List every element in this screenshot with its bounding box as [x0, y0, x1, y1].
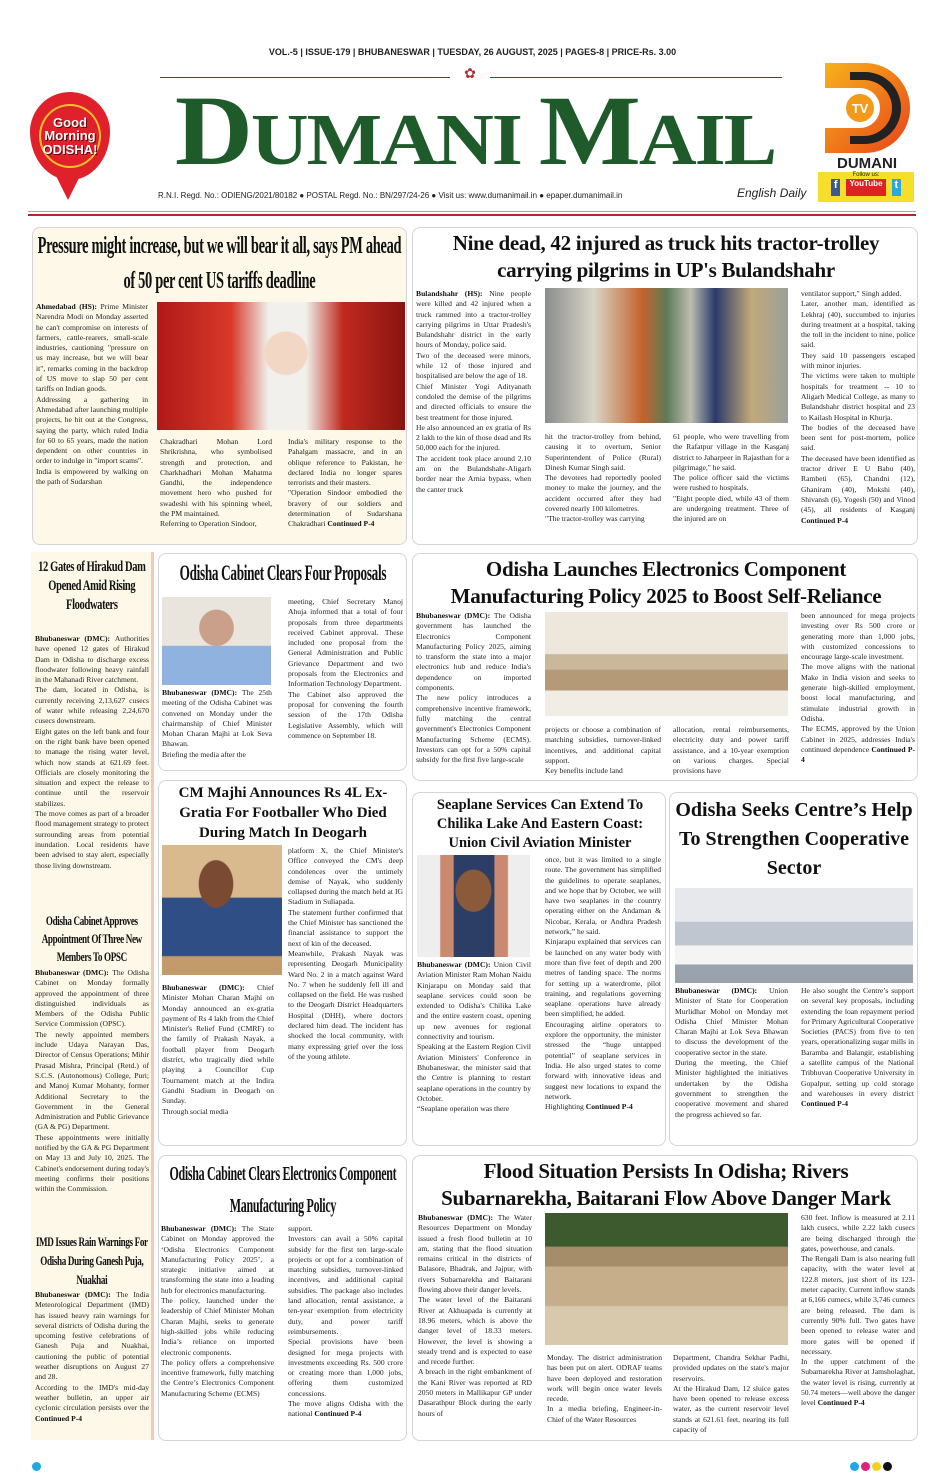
paragraph: Meanwhile, Prakash Nayak was representing Deogarh Municipality Ward No. 2 in a match against Ward No. 7 when he suddenly fell ill and collapsed on the field. He was rushed to the Deogarh District Headquarters Hospital (DHH), where doctors declared him dead. The incident has shocked the local community, with many expressing grief over the loss of the young athlete.: [288, 948, 403, 1061]
photo-pm-modi: [157, 302, 405, 430]
paragraph: The new policy introduces a comprehensive incentive framework, fully matching the central government's Electronics Component Manufacturing Scheme (ECMS). Investors can opt for a 50% capital subsidy for the first five large-scale: [416, 693, 531, 765]
continued-link[interactable]: Continued P-4: [312, 1409, 362, 1419]
paragraph: In the upper catchment of the Subarnarekha River at Jamsholaghat, the water level is rising, currently at 50.74 meters—well above the danger level Continued P-4: [801, 1357, 915, 1408]
photo-truck-accident: [545, 288, 788, 423]
text-column: [288, 846, 403, 1143]
text-column: [547, 1353, 662, 1438]
photo-chief-secretary: [162, 597, 271, 685]
paragraph: The victims were taken to multiple hospitals for treatment -- 10 to Aligarh Medical College, as many to Bulandshahr district hospital and 23 to Kailash Hospital in Khurja.: [801, 371, 915, 422]
paragraph: The devotees had reportedly pooled money to make the journey, and the accident occurred after they had covered nearly 100 kilometres.: [545, 473, 661, 514]
paragraph: hit the tractor-trolley from behind, causing it to overturn, Senior Superintendent of Police (Rural) Dinesh Kumar Singh said.: [545, 432, 661, 472]
paragraph: India is empowered by walking on the path of Sudarshan: [36, 466, 148, 487]
text-column: [161, 1224, 274, 1438]
paragraph: Through social media: [162, 1106, 229, 1116]
continued-link[interactable]: Continued P-4: [801, 744, 915, 765]
badge-line: Morning: [44, 128, 96, 144]
text-column: [675, 986, 788, 1143]
badge-line: Good: [53, 114, 87, 130]
dateline: Bhubaneswar (DMC):: [35, 968, 113, 977]
photo-policy-meeting: [545, 612, 788, 716]
divider: [28, 214, 916, 216]
paragraph: Addressing a gathering in Ahmedabad after launching multiple projects, he hit out at the Congress, saying the party, which ruled India for 60 to 65 years, made the nation dependent on other countries in order to indulge in "import scams".: [36, 394, 148, 466]
text-column: [418, 1213, 532, 1438]
paragraph: The ECMS, approved by the Union Cabinet in 2025, addresses India's continued dependence Continued P-4: [801, 724, 915, 765]
paragraph: Later, another man, identified as Lekhraj (40), succumbed to injuries during treatment at a hospital, taking the toll in the incident to nine, police said.: [801, 299, 915, 350]
paragraph: The policy offers a comprehensive incentive framework, fully matching the Centre’s Electronics Component Manufacturing Scheme (ECMS): [161, 1357, 274, 1398]
text-column: [545, 855, 661, 1143]
paragraph: In a media briefing, Engineer-in-Chief of the Water Resources: [547, 1404, 662, 1424]
dateline: Bhubaneswar (DMC):: [35, 1290, 117, 1299]
paragraph: been announced for mega projects investing over Rs 500 crore or generating more than 1,000 jobs, with customized concessions to encourage large-scale investment.: [801, 611, 915, 662]
dateline: Bhubaneswar (DMC):: [35, 634, 115, 643]
paragraph: Bhubaneswar (DMC): The State Cabinet on Monday approved the ‘Odisha Electronics Component Manufacturing Policy 2025’, a strategic initiative aimed at transforming the state into a leading hub for electronics manufacturing.: [161, 1224, 274, 1295]
paragraph: According to the IMD's mid-day weather bulletin, an upper air cyclonic circulation persists over the Continued P-4: [35, 1382, 149, 1423]
paragraph: A breach in the right embankment of the Kani River was reported at RD 2050 meters in Mallikapur GP under Dasarathpur Block during the early hours of: [418, 1367, 532, 1418]
dateline: Bhubaneswar (DMC):: [416, 611, 494, 620]
headline: CM Majhi Announces Rs 4L Ex-Gratia For Footballer Who Died During Match In Deogarh: [178, 785, 388, 841]
paragraph: The newly appointed members include Udaya Narayan Das, Director of Census Operations; Mihir Prasad Mishra, Principal (Retd.) of S.C.S. (Autonomous) College, Puri; and Manoj Kumar Mohanty, former Additional Secretary to the Government in the General Administration and Public Grievance (GA & PG) Department.: [35, 1029, 149, 1132]
paragraph: Chakradhari Mohan Lord Shrikrishna, who symbolised strength and protection, and Charkhadhari Mohan Mahatma Gandhi, the independence movement hero who pushed for swadeshi with his spinning wheel, the PM maintained.: [160, 437, 272, 519]
text-column: [545, 725, 661, 779]
text-column: [801, 986, 914, 1143]
paragraph: once, but it was limited to a single route. The government has simplified the guidelines to operate seaplanes, and we hope that by October, we will have two seaplanes in the country operating either on the Andaman & Nicobar, Kerala, or Andhra Pradesh network,” he said.: [545, 855, 661, 937]
paragraph: Kinjarapu explained that services can be launched on any water body with more than five feet of depth and 200 metres of landing space. The norms for setting up a waterdrome, pilot training, and regulations governing seaplane operations have already been simplified, he added.: [545, 937, 661, 1019]
paragraph: meeting, Chief Secretary Manoj Ahuja informed that a total of four proposals from three departments received Cabinet approval. These included one proposal from the General Administration and Public Grievance Department and two proposals from the Electronics and Information Technology Department.: [288, 597, 403, 689]
paragraph: Two of the deceased were minors, while 12 of those injured and hospitalised are below the age of 18.: [416, 350, 531, 381]
paragraph: The water level of the Baitarani River at Akhuapada is currently at 18.96 meters, which is above the danger level of 18.33 meters. However, the level is showing a steady trend and is expected to ease and recede further.: [418, 1295, 532, 1367]
paragraph: The policy, launched under the leadership of Chief Minister Mohan Charan Majhi, seeks to generate high-skilled jobs while reducing India’s reliance on imported electronic components.: [161, 1296, 274, 1357]
paragraph: The statement further confirmed that the Chief Minister has sanctioned the financial assistance to support the next of kin of the deceased.: [288, 907, 403, 948]
social-follow: [818, 172, 914, 202]
tv-brand: DUMANI: [837, 155, 897, 172]
text-column: [162, 983, 274, 1143]
text-column: [160, 437, 272, 542]
photo-cm-majhi: [162, 845, 282, 975]
youtube-icon[interactable]: YouTube: [846, 179, 885, 196]
paragraph: ventilator support," Singh added.: [801, 289, 902, 298]
text-column: [673, 432, 789, 542]
paragraph: Department, Chandra Sekhar Padhi, provided updates on the state's major reservoirs.: [673, 1353, 789, 1383]
paragraph: Referring to Operation Sindoor,: [160, 519, 257, 529]
paragraph: These appointments were initially notified by the GA & PG Department on May 13 and July 10, 2025. The Cabinet's endorsement during today's meeting confirms their positions within the Commission.: [35, 1132, 149, 1194]
paragraph: Ahmedabad (HS): Prime Minister Narendra Modi on Monday asserted he can't compromise on interests of farmers, cattle-rearers, small-scale industries, cautioning "pressure on us may increase, but we will bear it", remarks coming in the backdrop of US move to slap 50 per cent tariffs on Indian goods.: [36, 302, 148, 394]
dateline: Bulandshahr (HS):: [416, 289, 490, 298]
paragraph: The Cabinet also approved the proposal for convening the fourth session of the 17th Odisha Legislative Assembly, which will commence on September 18.: [288, 689, 403, 740]
paragraph: The accident took place around 2.10 am on the Bulandshahr-Aligarh border near the Arnia bypass, when the canter truck: [416, 453, 531, 494]
photo-aviation-minister: [417, 855, 530, 957]
paragraph: Bhubaneswar (DMC): The India Meteorological Department (IMD) has issued heavy rain warnings for several districts of Odisha during the upcoming festive celebrations of Ganesh Puja and Nuakhai, cautioning the public of potential weather disruptions on August 27 and 28.: [35, 1290, 149, 1382]
facebook-icon[interactable]: f: [831, 179, 841, 196]
paragraph: Bhubaneswar (DMC): The Odisha Cabinet on Monday formally approved the appointment of three distinguished individuals as Members of the Odisha Public Service Commission (OPSC).: [35, 968, 149, 1029]
badge-line: ODISHA!: [42, 141, 98, 157]
paragraph: Special provisions have been designed for mega projects with investments exceeding Rs. 500 crore or creating more than 1,000 jobs, offering them customized concessions.: [288, 1337, 403, 1398]
paragraph: Highlighting Continued P-4: [545, 1102, 633, 1112]
paragraph: Briefing the media after the: [162, 749, 246, 759]
text-column: [288, 1224, 403, 1438]
title-letter: D: [174, 76, 251, 187]
paragraph: Bhubaneswar (DMC): Chief Minister Mohan Charan Majhi on Monday announced an ex-gratia payment of Rs 4 lakh from the Chief Minister's Relief Fund (CMRF) to the family of Prakash Nayak, a football player from Deogarh district, who tragically died while playing a Councillor Cup Tournament match at the Indira Gandhi Stadium in Deogarh on Sunday.: [162, 983, 274, 1106]
paragraph: Bhubaneswar (DMC): The 25th meeting of the Odisha Cabinet was convened on Monday under the chairmanship of Chief Minister Mohan Charan Majhi at Lok Seva Bhawan.: [162, 688, 272, 749]
good-morning-badge: [30, 92, 110, 180]
headline: Nine dead, 42 injured as truck hits tractor-trolley carrying pilgrims in UP's Bulandshahr: [452, 231, 880, 282]
text-column: [36, 302, 148, 542]
title-part: AIL: [638, 99, 776, 181]
text-column: [801, 289, 915, 541]
paragraph: The bodies of the deceased have been sent for post-mortem, police said.: [801, 422, 915, 453]
dateline: Bhubaneswar (DMC):: [675, 986, 770, 995]
continued-link[interactable]: Continued P-4: [35, 1413, 83, 1423]
headline: Seaplane Services Can Extend To Chilika Lake And Eastern Coast: Union Civil Aviation Minister: [436, 797, 644, 851]
text-column: [801, 611, 915, 779]
text-column: [801, 1213, 915, 1438]
paragraph: Encouraging airline operators to explore the opportunity, the minister stressed the “huge untapped potential” of seaplane services in India. He also urged states to come forward with innovative ideas and suggest new locations to expand the network.: [545, 1019, 661, 1101]
headline: Odisha Launches Electronics Component Manufacturing Policy 2025 to Boost Self-Reliance: [450, 557, 882, 608]
paragraph: India's military response to the Pahalgam massacre, and in an oblique reference to Pakistan, he declared India no longer spares terrorists and their masters.: [288, 437, 402, 488]
paragraph: Investors can avail a 50% capital subsidy for the first ten large-scale projects or opt for a combination of matching subsidies, turnover-linked incentives, and additional capital subsidies. The package also includes land allocation, rental assistance, a ten-year exemption from electricity duty, and power tariff reimbursements.: [288, 1234, 403, 1336]
text-column: [545, 432, 661, 542]
headline: Odisha Cabinet Clears Four Proposals: [179, 560, 387, 585]
dateline: Bhubaneswar (DMC):: [418, 1213, 498, 1222]
continued-link[interactable]: Continued P-4: [801, 515, 849, 525]
issue-dateline: VOL.-5 | ISSUE-179 | BHUBANESWAR | TUESDAY, 26 AUGUST, 2025 | PAGES-8 | PRICE-Rs. 3.00: [268, 47, 677, 57]
paragraph: At the Hirakud Dam, 12 sluice gates have been opened to release excess water, as the current reservoir level stands at 621.61 feet, nearing its full capacity of: [673, 1383, 789, 1435]
paragraph: 630 feet. Inflow is measured at 2.11 lakh cusecs, while 2.22 lakh cusecs are being discharged through the gates, powerhouse, and canals.: [801, 1213, 915, 1253]
paragraph: Bulandshahr (HS): Nine people were killed and 42 injured when a truck rammed into a tractor-trolley carrying pilgrims in Uttar Pradesh's Bulandshahr district in the early hours of Monday, police said.: [416, 289, 531, 350]
paragraph: The move comes as part of a broader flood management strategy to protect surrounding areas from potential inundation. Local residents have been advised to stay alert, especially those living downstream.: [35, 809, 149, 870]
tagline: English Daily: [737, 186, 807, 200]
title-letter: M: [538, 76, 639, 187]
paragraph: Bhubaneswar (DMC): Authorities have opened 12 gates of Hirakud Dam in Odisha to discharge excess floodwater following heavy rainfall in the Mahanadi River catchment.: [35, 634, 149, 685]
paragraph: The dam, located in Odisha, is currently receiving 2,13,627 cusecs of water while releasing 2,24,670 cusecs downstream.: [35, 685, 149, 726]
continued-link[interactable]: Continued P-4: [583, 1102, 633, 1112]
paragraph: "Operation Sindoor embodied the bravery of our soldiers and determination of Sudarshana Chakradhari Continued P-4: [288, 488, 402, 529]
continued-link[interactable]: Continued P-4: [801, 1099, 849, 1109]
dumani-tv-logo: [820, 58, 915, 156]
registration-line: R.N.I. Regd. No.: ODIENG/2021/80182 ● POSTAL Regd. No.: BN/297/24-26 ● Visit us: www.dumanimail.in ● epaper.dumanimail.in: [158, 191, 623, 200]
paragraph: Chief Minister Yogi Adityanath condoled the demise of the pilgrims and directed officials to ensure the best treatment for those injured.: [416, 381, 531, 422]
ornament-icon: ✿: [450, 66, 490, 83]
twitter-icon[interactable]: t: [892, 179, 902, 196]
paragraph: The move aligns Odisha with the national Continued P-4: [288, 1399, 403, 1419]
photo-flood-river: [545, 1213, 788, 1345]
paragraph: Monday. The district administration has been put on alert. ODRAF teams have been deployed and restoration work will begin once water levels recede.: [547, 1353, 662, 1404]
paragraph: Eight gates on the left bank and four on the right bank have been opened to manage the rising water level, which now stands at 621.69 feet. Officials are closely monitoring the situation and expect the release to continue until the reservoir stabilizes.: [35, 726, 149, 808]
paragraph: allocation, rental reimbursements, electricity duty and power tariff assistance, and a 10-year exemption on various charges. Special provisions have: [673, 725, 789, 776]
paragraph: Bhubaneswar (DMC): The Odisha government has launched the Electronics Component Manufacturing Policy 2025, aiming to transform the state into a major electronics hub and reduce India's dependence on imported components.: [416, 611, 531, 693]
paragraph: Key benefits include land: [545, 766, 623, 776]
print-registration-dots: [32, 1458, 41, 1476]
paragraph: The move aligns with the national Make in India vision and seeks to generate high-skilled employment, boost local manufacturing, and stimulate industrial growth in Odisha.: [801, 662, 915, 723]
paragraph: 61 people, who were travelling from the Rafatpur village in the Kasganj district to Jaharpeer in Rajasthan for a pilgrimage," he said.: [673, 432, 789, 472]
divider: [28, 211, 916, 212]
paragraph: He also announced an ex gratia of Rs 2 lakh to the kin of those dead and Rs 50,000 each for the injured.: [416, 422, 531, 453]
paragraph: Speaking at the Eastern Region Civil Aviation Ministers' Conference in Bhubaneswar, the minister said that the Centre is planning to restart seaplane operations in the country by October.: [417, 1042, 531, 1103]
continued-link[interactable]: Continued P-4: [815, 1398, 865, 1408]
dateline: Bhubaneswar (DMC):: [161, 1224, 242, 1233]
paragraph: "The tractor-trolley was carrying: [545, 514, 645, 524]
paragraph: support.: [288, 1224, 313, 1233]
paragraph: They said 10 passengers escaped with minor injuries.: [801, 350, 915, 371]
paragraph: projects or choose a combination of matching subsidies, turnover-linked incentives, and additional capital support.: [545, 725, 661, 765]
headline-hirakud: 12 Gates of Hirakud Dam Opened Amid Rising Floodwaters: [38, 559, 146, 613]
headline-opsc: Odisha Cabinet Approves Appointment Of Three New Members To OPSC: [41, 913, 142, 964]
paragraph: The Rengali Dam is also nearing full capacity, with the water level at 122.8 meters, just short of its 123-meter capacity. Current inflow stands at 6,166 cumecs, while 3,746 cumecs are being released. The dam is currently 90% full. Two gates have been opened to release water and more gates will be opened if necessary.: [801, 1254, 915, 1356]
paragraph: Bhubaneswar (DMC): The Water Resources Department on Monday issued a fresh flood bulletin at 10 am, stating that the flood situation remains critical in the districts of Balasore, Bhadrak, and Jajpur, with rivers Subarnarekha and Baitarani flowing above their danger levels.: [418, 1213, 532, 1295]
photo-cooperative-meeting: [675, 888, 913, 983]
text-column: [35, 968, 149, 1232]
paragraph: Bhubaneswar (DMC): Union Minister of State for Cooperation Murlidhar Mohol on Monday met Odisha Chief Minister Mohan Charan Majhi at Lok Seva Bhawan to discuss the development of the cooperative sector in the state.: [675, 986, 788, 1057]
follow-label: Follow us:: [852, 172, 880, 178]
text-column: [162, 688, 272, 768]
headline: Pressure might increase, but we will bear it all, says PM ahead of 50 per cent US tariffs deadline: [37, 233, 402, 294]
headline: Odisha Seeks Centre’s Help To Strengthen Cooperative Sector: [675, 799, 913, 879]
text-column: [35, 1290, 149, 1438]
title-part: UMANI: [250, 99, 539, 181]
dateline: Bhubaneswar (DMC):: [162, 983, 258, 992]
paragraph: He also sought the Centre’s support on several key proposals, including extending the loan repayment period for Primary Agricultural Cooperative Societies (PACS) from five to ten years, operationalizing sugar mills in Baramba and Balangir, establishing a satellite campus of the National Tribhuvan Cooperative University in Gopalpur, setting up cold storage and warehouses in every district Continued P-4: [801, 986, 914, 1109]
paragraph: Bhubaneswar (DMC): Union Civil Aviation Minister Ram Mohan Naidu Kinjarapu on Monday said that seaplane services could soon be extended to Odisha's Chilika Lake and the entire eastern coast, opening up new avenues for regional connectivity and tourism.: [417, 960, 531, 1042]
paragraph: The police officer said the victims were rushed to hospitals.: [673, 473, 789, 493]
text-column: [288, 437, 402, 542]
headline: Odisha Cabinet Clears Electronics Component Manufacturing Policy: [169, 1163, 397, 1217]
text-column: [673, 725, 789, 779]
headline-imd: IMD Issues Rain Warnings For Odisha During Ganesh Puja, Nuakhai: [35, 1234, 148, 1287]
print-registration-dots: [850, 1458, 894, 1476]
newspaper-title: [155, 76, 795, 187]
paragraph: During the meeting, the Chief Minister highlighted the initiatives undertaken by the Odisha government to strengthen the cooperative movement and shared the progress achieved so far.: [675, 1058, 788, 1119]
dateline: Ahmedabad (HS):: [36, 302, 101, 311]
text-column: [288, 597, 403, 768]
text-column: [673, 1353, 789, 1438]
paragraph: “Seaplane operation was there: [417, 1104, 510, 1114]
text-column: [416, 611, 531, 779]
text-column: [416, 289, 531, 541]
continued-link[interactable]: Continued P-4: [325, 519, 375, 529]
text-column: [35, 634, 149, 912]
paragraph: The deceased have been identified as tractor driver E U Babu (40), Rambeti (65), Chandni (12), Ghaniram (40), Mokshi (40), Shivansh (6), Yogesh (50) and Vinod (45), all residents of Kasganj Continued P-4: [801, 453, 915, 525]
paragraph: platform X, the Chief Minister's Office conveyed the CM's deep condolences over the untimely demise of Nayak, who suddenly collapsed during the match held at IG Stadium in Suliapada.: [288, 846, 403, 907]
dateline: Bhubaneswar (DMC):: [162, 688, 242, 697]
headline: Flood Situation Persists In Odisha; Rivers Subarnarekha, Baitarani Flow Above Danger Mark: [441, 1159, 891, 1210]
paragraph: "Eight people died, while 43 of them are undergoing treatment. Three of the injured are on: [673, 493, 789, 524]
tv-text: TV: [851, 101, 869, 116]
dateline: Bhubaneswar (DMC):: [417, 960, 494, 969]
text-column: [417, 960, 531, 1143]
